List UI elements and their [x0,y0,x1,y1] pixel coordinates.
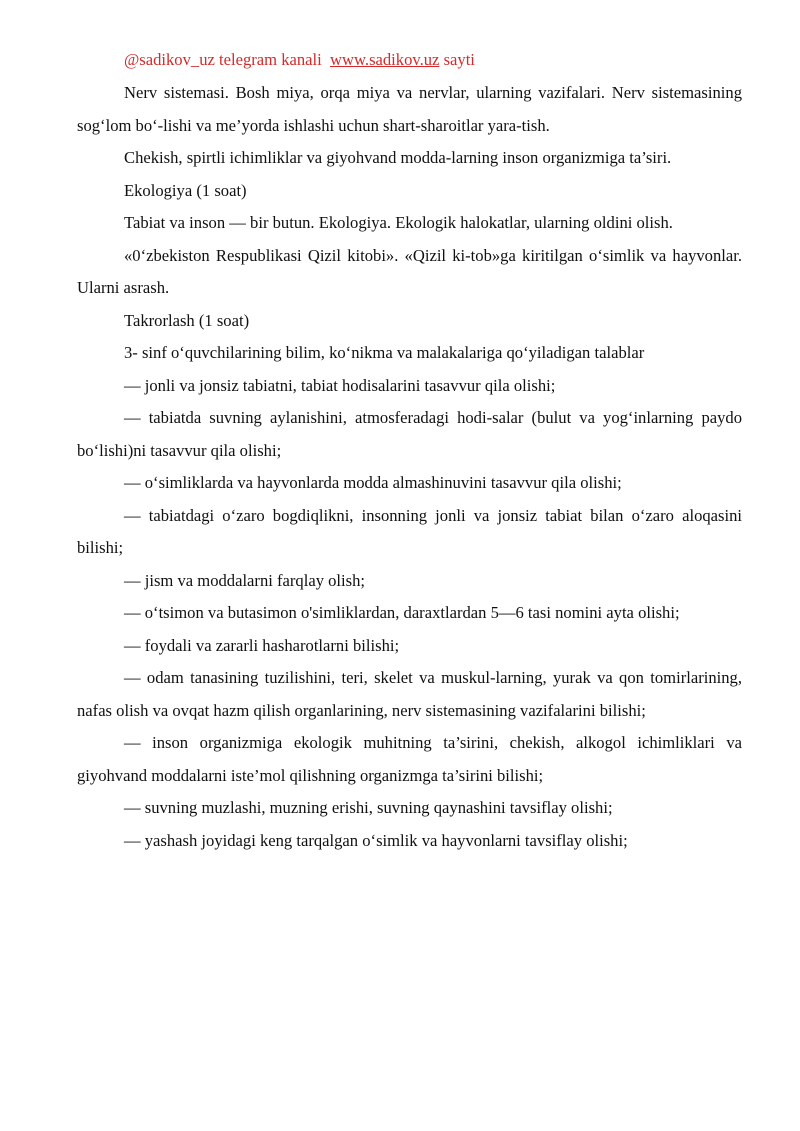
list-item: — odam tanasining tuzilishini, teri, skelet va muskul-larning, yurak va qon tomirlarining, nafas olish va ovqat hazm qilish organlarining, nerv sistemasining vazifalarini bilishi; [77,668,742,720]
list-item: — suvning muzlashi, muzning erishi, suvning qaynashini tavsiflay olishi; [124,798,613,817]
paragraph-qizil-kitob: «0‘zbekiston Respublikasi Qizil kitobi». «Qizil ki-tob»ga kiritilgan o‘simlik va hayvonlar. Ularni asrash. [77,245,742,297]
paragraph-chekish: Chekish, spirtli ichimliklar va giyohvand modda-larning inson organizmiga ta’siri. [124,148,672,167]
section-heading-ekologiya: Ekologiya (1 soat) [124,180,247,200]
page-body [77,45,742,857]
paragraph-nerv-sistemasi: Nerv sistemasi. Bosh miya, orqa miya va nervlar, ularning vazifalari. Nerv sistemasining sog‘lom bo‘-lishi va me’yorda ishlashi uchun shart-sharoitlar yara-tish. [77,83,742,135]
list-item: — o‘simliklarda va hayvonlarda modda almashinuvini tasavvur qila olishi; [124,473,622,492]
telegram-channel-text: @sadikov_uz telegram kanali [124,50,322,69]
list-item: — tabiatda suvning aylanishini, atmosferadagi hodi-salar (bulut va yog‘inlarning paydo bo‘lishi)ni tasavvur qila olishi; [77,408,742,460]
requirements-heading: 3- sinf o‘quvchilarining bilim, ko‘nikma va malakalariga qo‘yiladigan talablar [124,343,645,362]
list-item: — yashash joyidagi keng tarqalgan o‘simlik va hayvonlarni tavsiflay olishi; [124,830,628,850]
page-header [77,45,742,77]
site-suffix-text: sayti [443,50,475,69]
paragraph-tabiat-va-inson: Tabiat va inson — bir butun. Ekologiya. Ekologik halokatlar, ularning oldini olish. [124,213,673,232]
list-item: — inson organizmiga ekologik muhitning ta’sirini, chekish, alkogol ichimliklari va giyohvand moddalarni iste’mol qilishning organizmga ta’sirini bilishi; [77,733,742,785]
website-link[interactable]: www.sadikov.uz [330,50,440,69]
list-item: — o‘tsimon va butasimon o'simliklardan, daraxtlardan 5—6 tasi nomini ayta olishi; [124,603,680,622]
section-heading-takrorlash: Takrorlash (1 soat) [124,310,250,330]
list-item: — foydali va zararli hasharotlarni bilishi; [124,635,400,655]
list-item: — tabiatdagi o‘zaro bogdiqlikni, insonning jonli va jonsiz tabiat bilan o‘zaro aloqasini bilishi; [77,505,742,557]
list-item: — jonli va jonsiz tabiatni, tabiat hodisalarini tasavvur qila olishi; [124,375,556,395]
list-item: — jism va moddalarni farqlay olish; [124,570,366,590]
